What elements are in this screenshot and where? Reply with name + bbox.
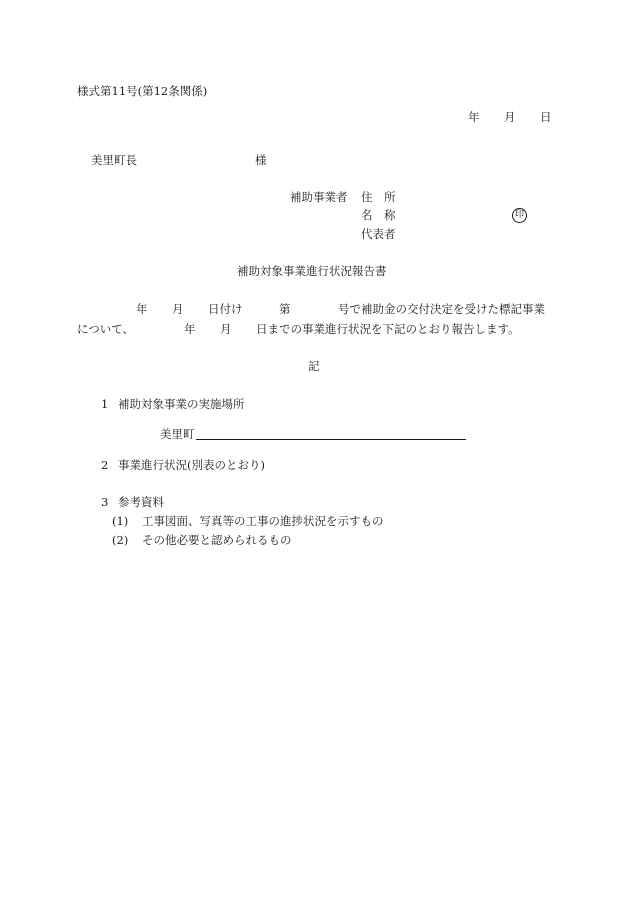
item-1-number: 1: [101, 397, 109, 411]
body-line1-dai: 第: [279, 302, 291, 316]
date-month-label: 月: [504, 110, 516, 124]
body-line1-date-suffix: 日付け: [208, 302, 243, 316]
item-2-text: 事業進行状況(別表のとおり): [118, 458, 265, 472]
subitem-1-text: 工事図面、写真等の工事の進捗状況を示すもの: [142, 514, 384, 528]
item-3-number: 3: [101, 495, 109, 509]
addressee-name: 美里町長: [91, 153, 137, 167]
body-line2-year: 年: [184, 322, 196, 336]
item-1-text: 補助対象事業の実施場所: [118, 397, 245, 411]
body-line2-rest: 日までの事業進行状況を下記のとおり報告します。: [256, 322, 520, 336]
body-line2-prefix: について、: [77, 322, 135, 336]
subitem-2-text: その他必要と認められるもの: [142, 533, 292, 547]
body-line1-month: 月: [172, 302, 184, 316]
date-day-label: 日: [540, 110, 552, 124]
body-line1-year: 年: [136, 302, 148, 316]
subitem-1-number: (1): [112, 514, 129, 528]
representative-label: 代表者: [361, 227, 396, 241]
item-3-text: 参考資料: [118, 495, 164, 509]
addressee-honorific: 様: [255, 153, 267, 167]
ki-heading: 記: [308, 359, 320, 373]
body-line2-month: 月: [220, 322, 232, 336]
date-year-label: 年: [468, 110, 480, 124]
name-label: 名 称: [361, 208, 396, 222]
body-line1-rest: 号で補助金の交付決定を受けた標記事業: [338, 302, 545, 316]
location-prefix: 美里町: [160, 427, 195, 441]
form-number: 様式第11号(第12条関係): [77, 84, 208, 98]
seal-mark: 印: [512, 208, 527, 223]
item-2-number: 2: [101, 458, 109, 472]
applicant-label: 補助事業者: [290, 190, 348, 204]
location-blank-line: [196, 439, 466, 440]
document-title: 補助対象事業進行状況報告書: [237, 264, 387, 278]
subitem-2-number: (2): [112, 533, 129, 547]
address-label: 住 所: [361, 190, 396, 204]
